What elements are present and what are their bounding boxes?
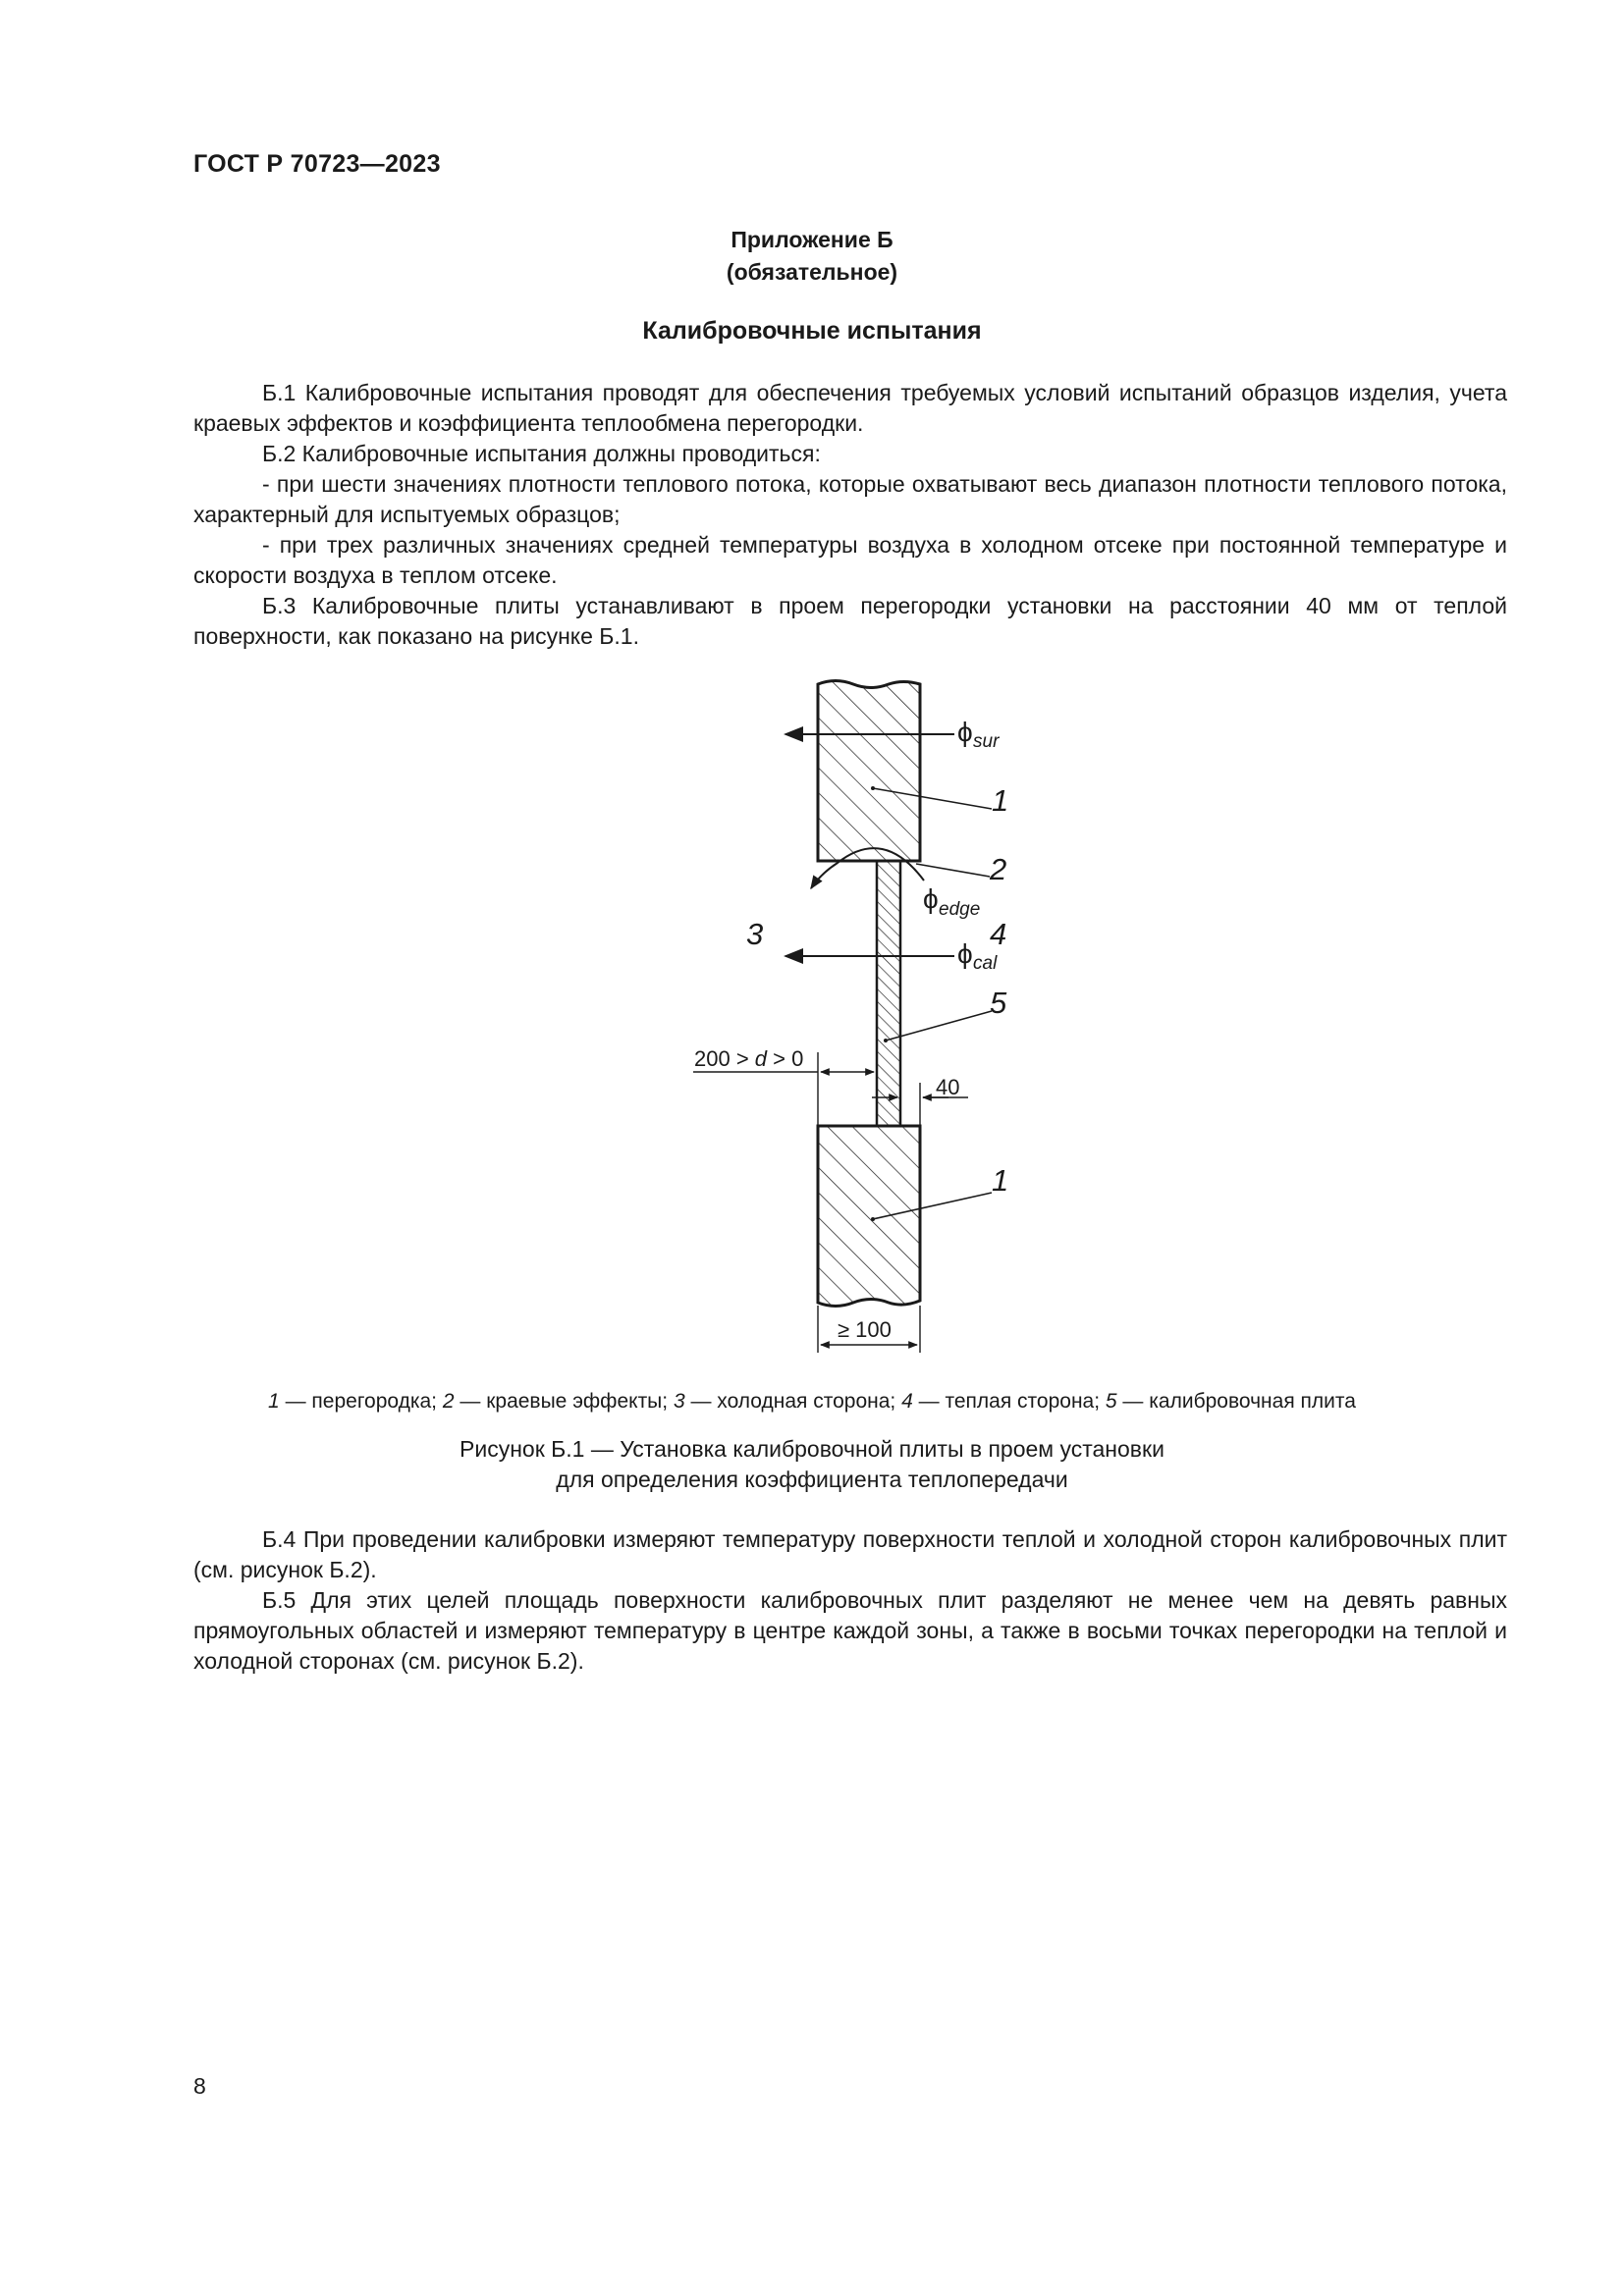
page-number: 8: [193, 2073, 206, 2099]
legend-num-1: 1: [268, 1390, 280, 1413]
label-2: 2: [990, 852, 1007, 886]
calibration-plate: [877, 861, 900, 1126]
legend-text-1: — перегородка;: [279, 1390, 443, 1413]
bottom-paragraphs: [193, 1524, 1507, 1677]
paragraph-b3: Б.3 Калибровочные плиты устанавливают в проем перегородки установки на расстоянии 40 мм от теплой поверхности, как показано на рисунке Б.1.: [193, 593, 1507, 649]
top-paragraphs: [193, 378, 1507, 652]
label-5: 5: [990, 986, 1007, 1020]
label-3: 3: [746, 917, 764, 951]
paragraph-b1: Б.1 Калибровочные испытания проводят для обеспечения требуемых условий испытаний образцов изделия, учета краевых эффектов и коэффициента теплообмена перегородки.: [193, 380, 1507, 436]
annex-status: (обязательное): [726, 259, 898, 285]
paragraph-b4: Б.4 При проведении калибровки измеряют температуру поверхности теплой и холодной сторон калибровочных плит (см. рисунок Б.2).: [193, 1526, 1507, 1582]
legend-text-3: — холодная сторона;: [684, 1390, 902, 1413]
legend-num-5: 5: [1105, 1390, 1117, 1413]
document-code: ГОСТ Р 70723—2023: [193, 150, 441, 178]
dim-100-label: ≥ 100: [838, 1317, 892, 1342]
legend-text-5: — калибровочная плита: [1116, 1390, 1356, 1413]
figure-b1: [687, 675, 1041, 1362]
legend-text-4: — теплая сторона;: [912, 1390, 1106, 1413]
figure-b1-drawing: [687, 675, 1041, 1362]
phi-cal-subscript: cal: [973, 953, 998, 974]
paragraph-b2: Б.2 Калибровочные испытания должны проводиться:: [262, 441, 821, 466]
legend-num-4: 4: [901, 1390, 913, 1413]
dim-d-label: 200 > d > 0: [694, 1046, 804, 1071]
paragraph-b2-item-1: - при шести значениях плотности теплового потока, которые охватывают весь диапазон плотности теплового потока, характерный для испытуемых образцов;: [193, 471, 1507, 527]
paragraph-b5: Б.5 Для этих целей площадь поверхности калибровочных плит разделяют не менее чем на девять равных прямоугольных областей и измеряют температуру в центре каждой зоны, а также в восьми точках перегородки на теплой и холодной сторонах (см. рисунок Б.2).: [193, 1587, 1507, 1674]
caption-line-1: Рисунок Б.1 — Установка калибровочной плиты в проем установки: [460, 1436, 1164, 1462]
partition-upper: [818, 681, 920, 862]
phi-sur-symbol: ϕ: [957, 717, 973, 747]
legend-text-2: — краевые эффекты;: [454, 1390, 674, 1413]
phi-edge-symbol: ϕ: [923, 883, 939, 914]
phi-sur-subscript: sur: [973, 731, 1000, 752]
figure-legend: [0, 1390, 1624, 1414]
section-title: Калибровочные испытания: [642, 317, 982, 345]
label-4: 4: [990, 917, 1007, 951]
label-1-lower: 1: [992, 1163, 1009, 1198]
phi-edge-subscript: edge: [939, 899, 981, 920]
annex-heading: [0, 224, 1624, 289]
legend-num-2: 2: [442, 1390, 455, 1413]
caption-line-2: для определения коэффициента теплопередачи: [556, 1467, 1068, 1492]
legend-num-3: 3: [673, 1390, 685, 1413]
paragraph-b2-item-2: - при трех различных значениях средней температуры воздуха в холодном отсеке при постоянной температуре и скорости воздуха в теплом отсеке.: [193, 532, 1507, 588]
dim-40-label: 40: [936, 1075, 960, 1099]
annex-title: Приложение Б: [731, 227, 893, 252]
leader-2: [916, 864, 990, 877]
partition-lower: [818, 1126, 920, 1307]
phi-cal-symbol: ϕ: [957, 938, 973, 969]
figure-caption: [0, 1434, 1624, 1495]
label-1-upper: 1: [992, 783, 1009, 818]
